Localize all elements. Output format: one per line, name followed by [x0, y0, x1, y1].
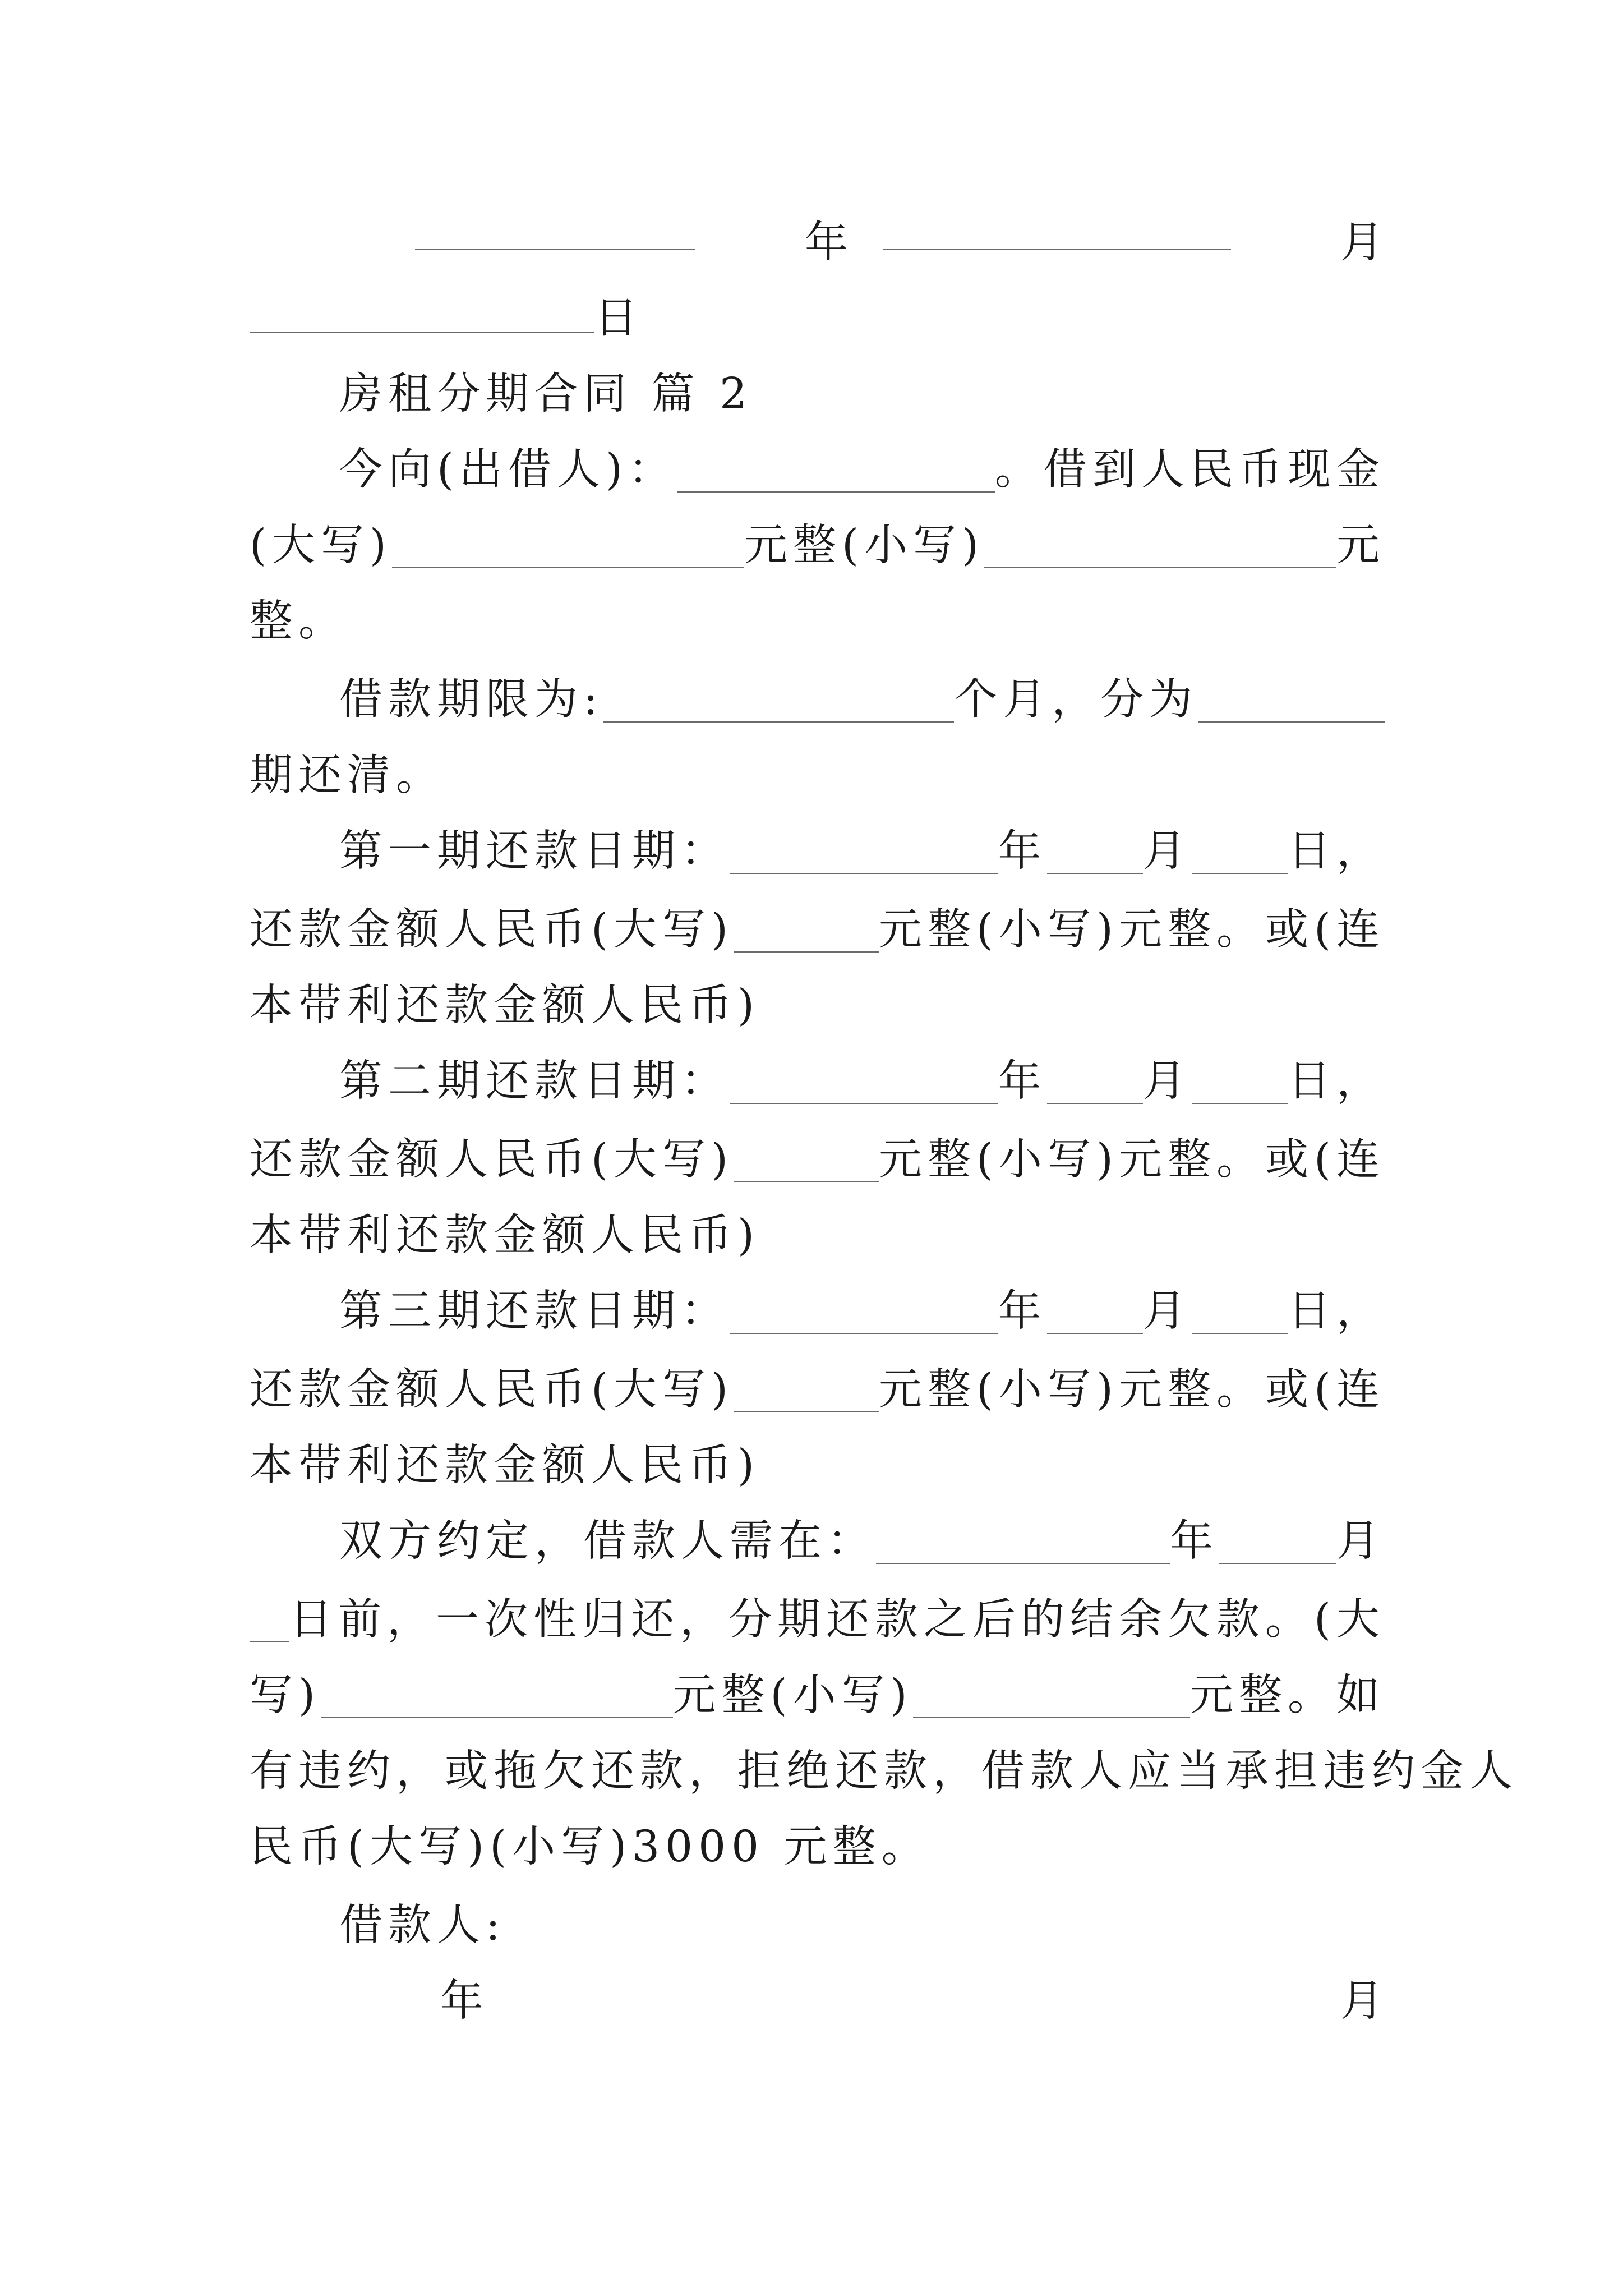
section-title: 房租分期合同 篇 2 — [339, 369, 753, 419]
installment-1-amount-line — [250, 892, 1385, 968]
final-capital-label: 写) — [250, 1671, 321, 1720]
installment-year-blank — [730, 1059, 998, 1104]
month-blank — [883, 205, 1231, 250]
final-year-blank — [876, 1519, 1170, 1564]
day-blank — [250, 288, 594, 333]
installment-amount-blank — [734, 908, 879, 953]
yuan-label: 元 — [1336, 521, 1385, 570]
final-line3 — [250, 1658, 1385, 1733]
months-blank — [603, 678, 954, 723]
installment-amount-label: 还款金额人民币(大写) — [250, 905, 734, 955]
installment-amount-small: 元整(小写)元整。或(连 — [878, 905, 1385, 955]
final-small-blank — [913, 1673, 1190, 1718]
term-label: 借款期限为: — [339, 675, 603, 725]
final-capital-blank — [321, 1673, 672, 1718]
signature-date-line — [250, 1963, 1389, 2039]
signature-year-label: 年 — [440, 1976, 489, 2026]
yuan-small-label: 元整(小写) — [744, 521, 985, 570]
installment-day-label: 日， — [1287, 1286, 1385, 1336]
installment-2-note: 本带利还款金额人民币) — [250, 1211, 760, 1260]
periods-blank — [1198, 678, 1385, 723]
installment-3-amount-line — [250, 1352, 1385, 1428]
installment-month-label: 月 — [1142, 826, 1192, 876]
header-date-line — [250, 205, 1389, 280]
installment-day-label: 日， — [1287, 1056, 1385, 1106]
installment-amount-small: 元整(小写)元整。或(连 — [878, 1365, 1385, 1415]
final-line4: 有违约，或拖欠还款，拒绝还款，借款人应当承担违约金人 — [250, 1746, 1518, 1796]
installment-day-blank — [1192, 829, 1288, 874]
installment-label: 第一期还款日期： — [339, 826, 730, 876]
installment-amount-label: 还款金额人民币(大写) — [250, 1365, 734, 1415]
final-whole-label: 元整。如 — [1190, 1671, 1385, 1720]
p1-line1 — [250, 432, 1385, 508]
installment-label: 第二期还款日期： — [339, 1056, 730, 1106]
installment-label: 第三期还款日期： — [339, 1286, 730, 1336]
year-blank — [415, 205, 695, 250]
borrower-signature-label: 借款人: — [339, 1901, 506, 1950]
installment-month-blank — [1047, 829, 1143, 874]
p1-line3: 整。 — [250, 596, 347, 646]
month-label: 月 — [1340, 218, 1389, 268]
installment-year-label: 年 — [998, 1056, 1047, 1106]
borrow-cash-text: 。借到人民币现金 — [995, 445, 1385, 495]
installment-month-blank — [1047, 1289, 1143, 1334]
installment-year-blank — [730, 829, 998, 874]
year-label: 年 — [805, 218, 854, 268]
installment-amount-small: 元整(小写)元整。或(连 — [878, 1135, 1385, 1185]
final-line5: 民币(大写)(小写)3000 元整。 — [250, 1822, 930, 1872]
lender-blank — [677, 448, 995, 493]
installment-year-label: 年 — [998, 1286, 1047, 1336]
installment-amount-blank — [734, 1138, 879, 1182]
months-split-text: 个月，分为 — [954, 675, 1198, 725]
final-month-blank — [1219, 1519, 1336, 1564]
installment-2-amount-line — [250, 1122, 1385, 1198]
final-line2 — [250, 1582, 1385, 1658]
lender-label: 今向(出借人)： — [339, 445, 677, 495]
installment-1-date-line — [250, 813, 1385, 889]
installment-2-date-line — [250, 1043, 1385, 1119]
installment-month-label: 月 — [1142, 1056, 1192, 1106]
installment-day-label: 日， — [1287, 826, 1385, 876]
capital-label: (大写) — [250, 521, 393, 570]
installment-day-blank — [1192, 1289, 1288, 1334]
capital-amount-blank — [392, 523, 744, 568]
p2-line2: 期还清。 — [250, 751, 445, 800]
final-year-label: 年 — [1170, 1516, 1219, 1566]
installment-amount-label: 还款金额人民币(大写) — [250, 1135, 734, 1185]
signature-month-label: 月 — [1340, 1976, 1389, 2026]
final-small-label: 元整(小写) — [672, 1671, 913, 1720]
header-day-line — [250, 280, 1385, 356]
installment-day-blank — [1192, 1059, 1288, 1104]
installment-year-blank — [730, 1289, 998, 1334]
final-month-label: 月 — [1336, 1516, 1385, 1566]
p2-line1 — [250, 662, 1385, 738]
final-day-blank — [250, 1598, 289, 1642]
day-label: 日 — [594, 293, 643, 343]
installment-1-note: 本带利还款金额人民币) — [250, 981, 760, 1030]
installment-month-label: 月 — [1142, 1286, 1192, 1336]
installment-3-date-line — [250, 1273, 1385, 1349]
installment-month-blank — [1047, 1059, 1143, 1104]
installment-amount-blank — [734, 1368, 879, 1412]
installment-year-label: 年 — [998, 826, 1047, 876]
final-repay-text: 日前，一次性归还，分期还款之后的结余欠款。(大 — [289, 1595, 1385, 1645]
small-amount-blank — [984, 523, 1336, 568]
final-agreement-label: 双方约定，借款人需在： — [339, 1516, 876, 1566]
installment-3-note: 本带利还款金额人民币) — [250, 1441, 760, 1490]
p1-line2 — [250, 508, 1385, 583]
final-line1 — [250, 1503, 1385, 1579]
